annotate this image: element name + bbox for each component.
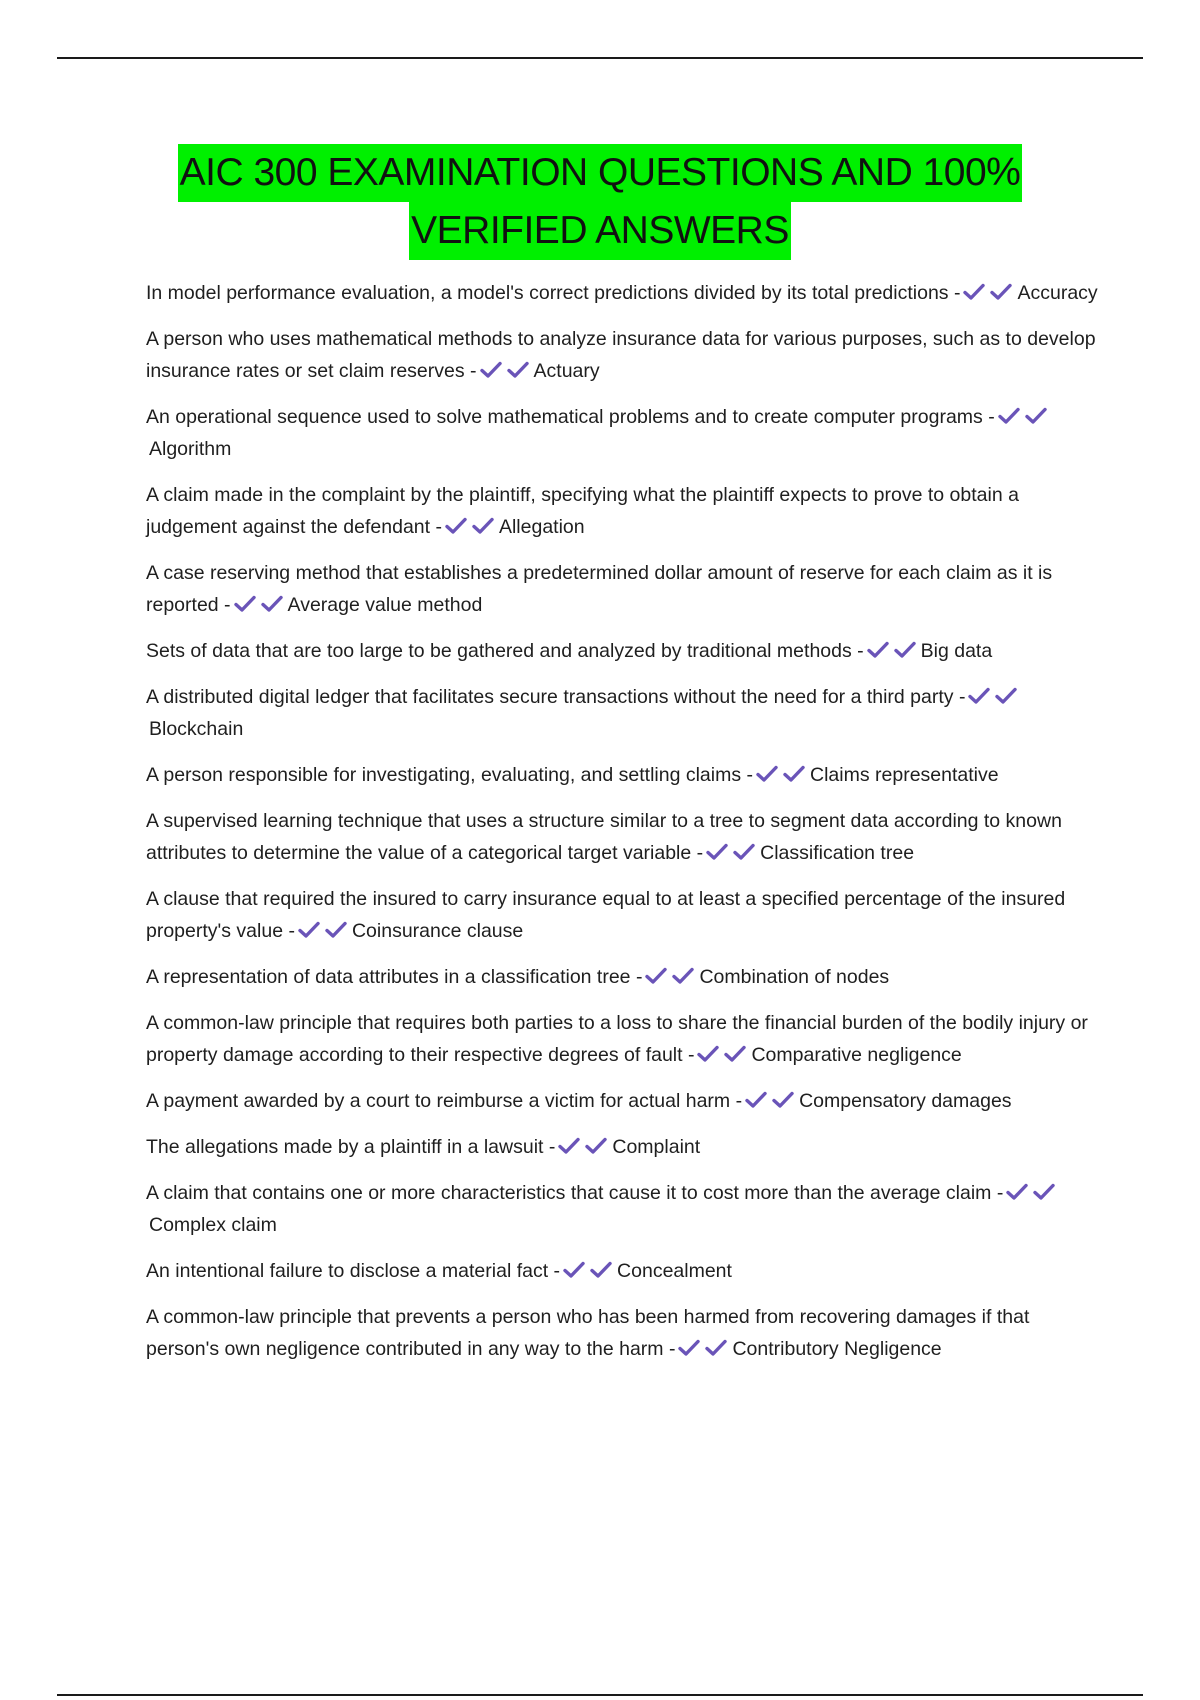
question-text: A person responsible for investigating, evaluating, and settling claims - (146, 764, 754, 786)
qa-entry (146, 479, 1106, 543)
question-text: A payment awarded by a court to reimburse a victim for actual harm - (146, 1090, 743, 1112)
check-icon (697, 1045, 721, 1063)
check-icon (867, 641, 891, 659)
qa-entry (146, 759, 1106, 791)
check-icon (445, 517, 469, 535)
answer-text: Average value method (287, 594, 483, 616)
question-text: A supervised learning technique that uses a structure similar to a tree to segment data according to known attributes to determine the value of a categorical target variable - (146, 810, 1062, 864)
check-icon (724, 1045, 748, 1063)
check-icon (645, 967, 669, 985)
answer-text: Combination of nodes (699, 966, 890, 988)
question-text: A common-law principle that requires both parties to a loss to share the financial burden of the bodily injury or property damage according to their respective degrees of fault - (146, 1012, 1088, 1066)
title-line-1: AIC 300 EXAMINATION QUESTIONS AND 100% (178, 144, 1023, 202)
answer-text: Classification tree (760, 842, 915, 864)
check-icon (1006, 1183, 1030, 1201)
qa-list (146, 277, 1106, 1379)
qa-entry (146, 961, 1106, 993)
question-text: A person who uses mathematical methods to analyze insurance data for various purposes, such as to develop insurance rates or set claim reserves - (146, 328, 1096, 382)
question-text: The allegations made by a plaintiff in a lawsuit - (146, 1136, 556, 1158)
check-icon (998, 407, 1022, 425)
answer-text: Compensatory damages (799, 1090, 1012, 1112)
qa-entry (146, 1085, 1106, 1117)
qa-entry (146, 805, 1106, 869)
question-text: A clause that required the insured to carry insurance equal to at least a specified percentage of the insured property's value - (146, 888, 1066, 942)
check-icon (783, 765, 807, 783)
check-icon (990, 283, 1014, 301)
question-text: A case reserving method that establishes a predetermined dollar amount of reserve for each claim as it is reported - (146, 562, 1053, 616)
check-icon (745, 1091, 769, 1109)
check-icon (585, 1137, 609, 1155)
qa-entry (146, 1007, 1106, 1071)
answer-text: Algorithm (149, 438, 232, 460)
check-icon (298, 921, 322, 939)
bottom-rule (57, 1694, 1143, 1696)
answer-text: Coinsurance clause (351, 920, 524, 942)
answer-text: Allegation (498, 516, 585, 538)
check-icon (234, 595, 258, 613)
question-text: Sets of data that are too large to be gathered and analyzed by traditional methods - (146, 640, 864, 662)
answer-text: Complex claim (149, 1214, 277, 1236)
question-text: An intentional failure to disclose a material fact - (146, 1260, 561, 1282)
check-icon (678, 1339, 702, 1357)
qa-entry (146, 1131, 1106, 1163)
check-icon (706, 843, 730, 861)
qa-entry (146, 1255, 1106, 1287)
qa-entry (146, 401, 1106, 465)
question-text: A common-law principle that prevents a person who has been harmed from recovering damages if that person's own negligence contributed in any way to the harm - (146, 1306, 1030, 1360)
qa-entry (146, 1301, 1106, 1365)
check-icon (963, 283, 987, 301)
check-icon (1025, 407, 1049, 425)
document-title (0, 144, 1200, 260)
qa-entry (146, 277, 1106, 309)
check-icon (772, 1091, 796, 1109)
question-text: A distributed digital ledger that facilitates secure transactions without the need for a third party - (146, 686, 966, 708)
check-icon (894, 641, 918, 659)
check-icon (756, 765, 780, 783)
answer-text: Blockchain (149, 718, 244, 740)
question-text: A representation of data attributes in a classification tree - (146, 966, 643, 988)
check-icon (261, 595, 285, 613)
qa-entry (146, 883, 1106, 947)
title-line-2: VERIFIED ANSWERS (409, 202, 791, 260)
check-icon (1033, 1183, 1057, 1201)
qa-entry (146, 635, 1106, 667)
answer-text: Complaint (612, 1136, 701, 1158)
answer-text: Concealment (617, 1260, 732, 1282)
check-icon (995, 687, 1019, 705)
check-icon (480, 361, 504, 379)
answer-text: Claims representative (810, 764, 999, 786)
qa-entry (146, 323, 1106, 387)
check-icon (325, 921, 349, 939)
question-text: In model performance evaluation, a model's correct predictions divided by its total predictions - (146, 282, 961, 304)
qa-entry (146, 681, 1106, 745)
check-icon (968, 687, 992, 705)
check-icon (472, 517, 496, 535)
check-icon (733, 843, 757, 861)
check-icon (558, 1137, 582, 1155)
top-rule (57, 57, 1143, 59)
check-icon (507, 361, 531, 379)
question-text: An operational sequence used to solve mathematical problems and to create computer programs - (146, 406, 995, 428)
answer-text: Contributory Negligence (732, 1338, 942, 1360)
qa-entry (146, 557, 1106, 621)
check-icon (563, 1261, 587, 1279)
check-icon (705, 1339, 729, 1357)
answer-text: Big data (920, 640, 993, 662)
question-text: A claim made in the complaint by the plaintiff, specifying what the plaintiff expects to prove to obtain a judgement against the defendant - (146, 484, 1019, 538)
check-icon (672, 967, 696, 985)
question-text: A claim that contains one or more characteristics that cause it to cost more than the average claim - (146, 1182, 1004, 1204)
answer-text: Comparative negligence (751, 1044, 962, 1066)
check-icon (590, 1261, 614, 1279)
qa-entry (146, 1177, 1106, 1241)
answer-text: Actuary (533, 360, 600, 382)
answer-text: Accuracy (1017, 282, 1098, 304)
